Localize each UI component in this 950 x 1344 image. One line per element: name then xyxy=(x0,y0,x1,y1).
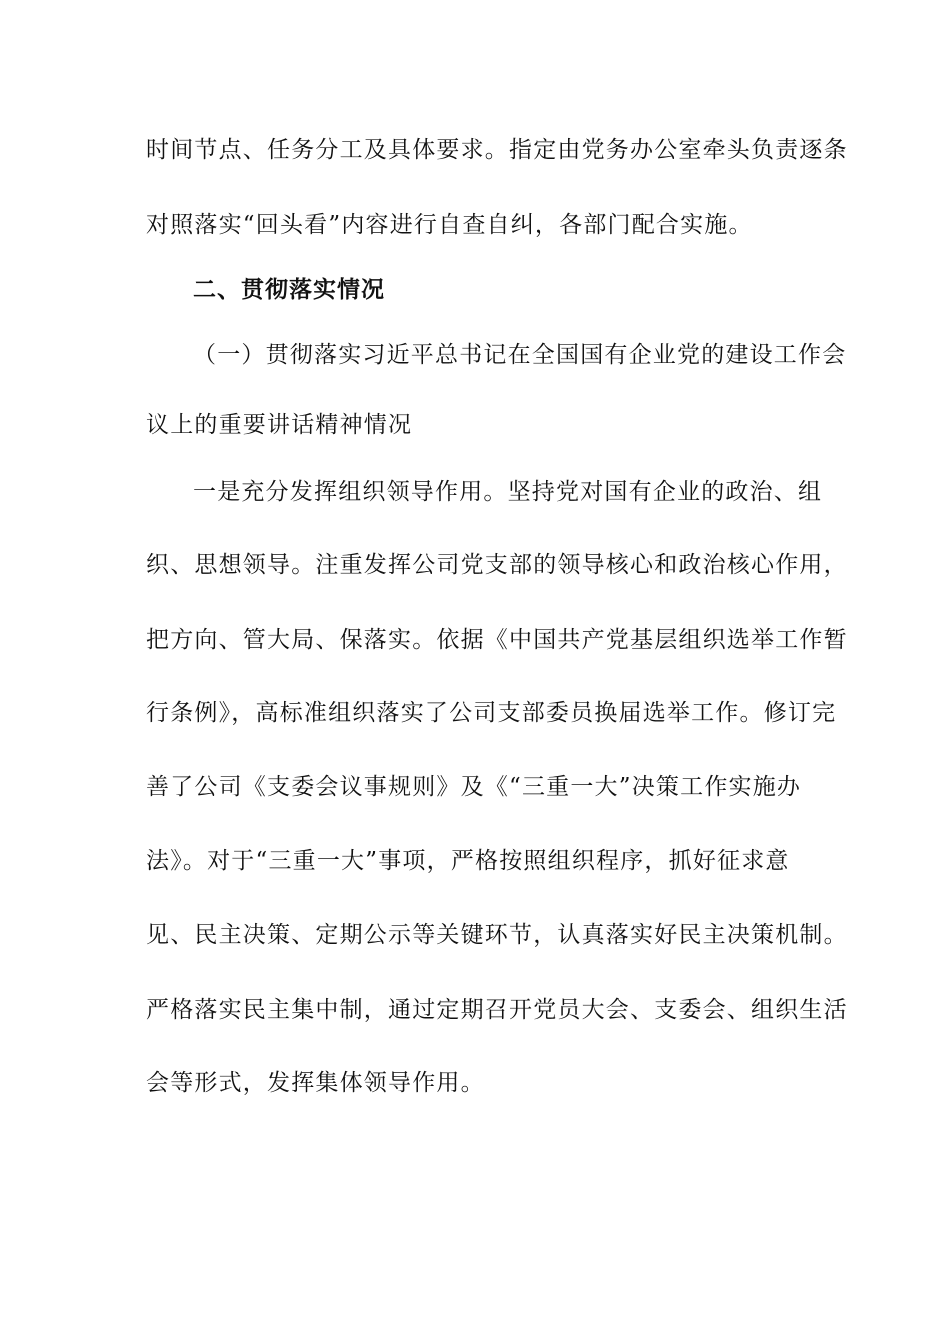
body-line-1: 时间节点、任务分工及具体要求。指定由党务办公室牵头负责逐条 xyxy=(146,137,848,163)
paragraph-line-6: 法》。对于“三重一大”事项，严格按照组织程序，抓好征求意 xyxy=(146,848,790,874)
paragraph-line-7: 见、民主决策、定期公示等关键环节，认真落实好民主决策机制。 xyxy=(146,922,848,948)
paragraph-line-1: 一是充分发挥组织领导作用。坚持党对国有企业的政治、组 xyxy=(193,479,823,505)
subsection-heading-line-2: 议上的重要讲话精神情况 xyxy=(146,412,413,438)
paragraph-line-9: 会等形式，发挥集体领导作用。 xyxy=(146,1070,485,1096)
subsection-heading-line-1: （一）贯彻落实习近平总书记在全国国有企业党的建设工作会 xyxy=(193,342,847,368)
paragraph-line-3: 把方向、管大局、保落实。依据《中国共产党基层组织选举工作暂 xyxy=(146,627,848,653)
section-heading: 二、贯彻落实情况 xyxy=(193,276,385,303)
paragraph-line-2: 织、思想领导。注重发挥公司党支部的领导核心和政治核心作用， xyxy=(146,552,848,578)
paragraph-line-5: 善了公司《支委会议事规则》及《“三重一大”决策工作实施办 xyxy=(146,774,802,800)
body-line-2: 对照落实“回头看”内容进行自查自纠，各部门配合实施。 xyxy=(146,212,753,238)
paragraph-line-4: 行条例》，高标准组织落实了公司支部委员换届选举工作。修订完 xyxy=(146,700,837,726)
paragraph-line-8: 严格落实民主集中制，通过定期召开党员大会、支委会、组织生活 xyxy=(146,997,848,1023)
